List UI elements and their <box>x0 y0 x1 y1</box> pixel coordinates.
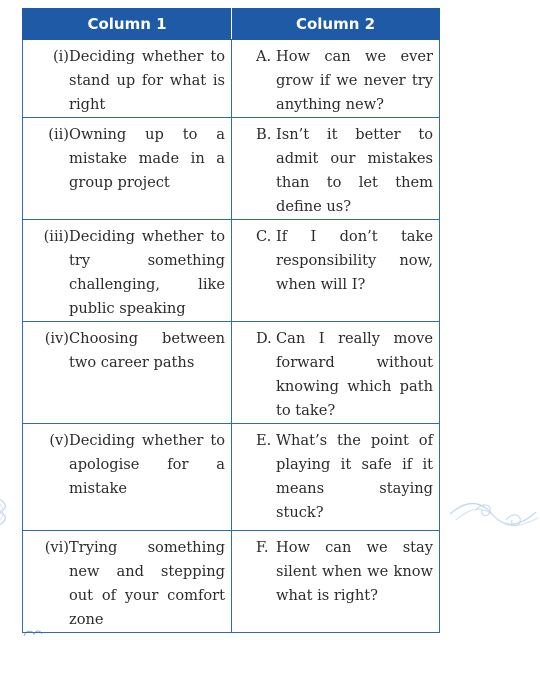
column-1-cell <box>23 40 232 118</box>
item-number: (vi) <box>44 539 69 556</box>
item-letter: F. <box>256 539 269 556</box>
item-text: How can we ever grow if we never try anything new? <box>276 48 433 113</box>
item-text: What’s the point of playing it safe if it means staying stuck? <box>276 432 433 521</box>
matching-table <box>22 8 440 633</box>
item-number: (ii) <box>48 126 69 143</box>
table-row <box>23 220 440 322</box>
column-2-cell <box>232 220 440 322</box>
table-row <box>23 40 440 118</box>
item-number: (iv) <box>44 330 69 347</box>
item-text: Trying something new and stepping out of your comfort zone <box>69 539 225 628</box>
item-text: Isn’t it better to admit our mistakes than to let them define us? <box>276 126 433 215</box>
table-row <box>23 424 440 531</box>
item-text: How can we stay silent when we know what is right? <box>276 539 433 604</box>
item-letter: B. <box>256 126 272 143</box>
item-letter: D. <box>256 330 272 347</box>
column-1-cell <box>23 118 232 220</box>
header-row <box>23 9 440 40</box>
item-text: If I don’t take responsibility now, when will I? <box>276 228 433 293</box>
column-1-header: Column 1 <box>23 9 232 40</box>
swirl-ornament-left-icon <box>0 492 18 532</box>
column-2-cell <box>232 118 440 220</box>
column-1-cell <box>23 531 232 633</box>
column-2-cell <box>232 424 440 531</box>
table-row <box>23 531 440 633</box>
item-text: Deciding whether to stand up for what is right <box>69 48 225 113</box>
item-number: (i) <box>52 48 69 65</box>
column-2-cell <box>232 531 440 633</box>
column-1-cell <box>23 220 232 322</box>
table-row <box>23 118 440 220</box>
table-row <box>23 322 440 424</box>
column-1-cell <box>23 322 232 424</box>
item-letter: E. <box>256 432 272 449</box>
column-2-cell <box>232 40 440 118</box>
item-text: Owning up to a mistake made in a group project <box>69 126 225 191</box>
item-text: Can I really move forward without knowing which path to take? <box>276 330 433 419</box>
item-number: (iii) <box>43 228 69 245</box>
item-number: (v) <box>49 432 69 449</box>
column-2-header: Column 2 <box>232 9 440 40</box>
column-2-cell <box>232 322 440 424</box>
item-text: Deciding whether to try something challenging, like public speaking <box>69 228 225 317</box>
item-letter: A. <box>256 48 272 65</box>
column-1-cell <box>23 424 232 531</box>
item-text: Deciding whether to apologise for a mistake <box>69 432 225 497</box>
item-letter: C. <box>256 228 272 245</box>
item-text: Choosing between two career paths <box>69 330 225 371</box>
swirl-ornament-right-icon <box>446 490 540 538</box>
